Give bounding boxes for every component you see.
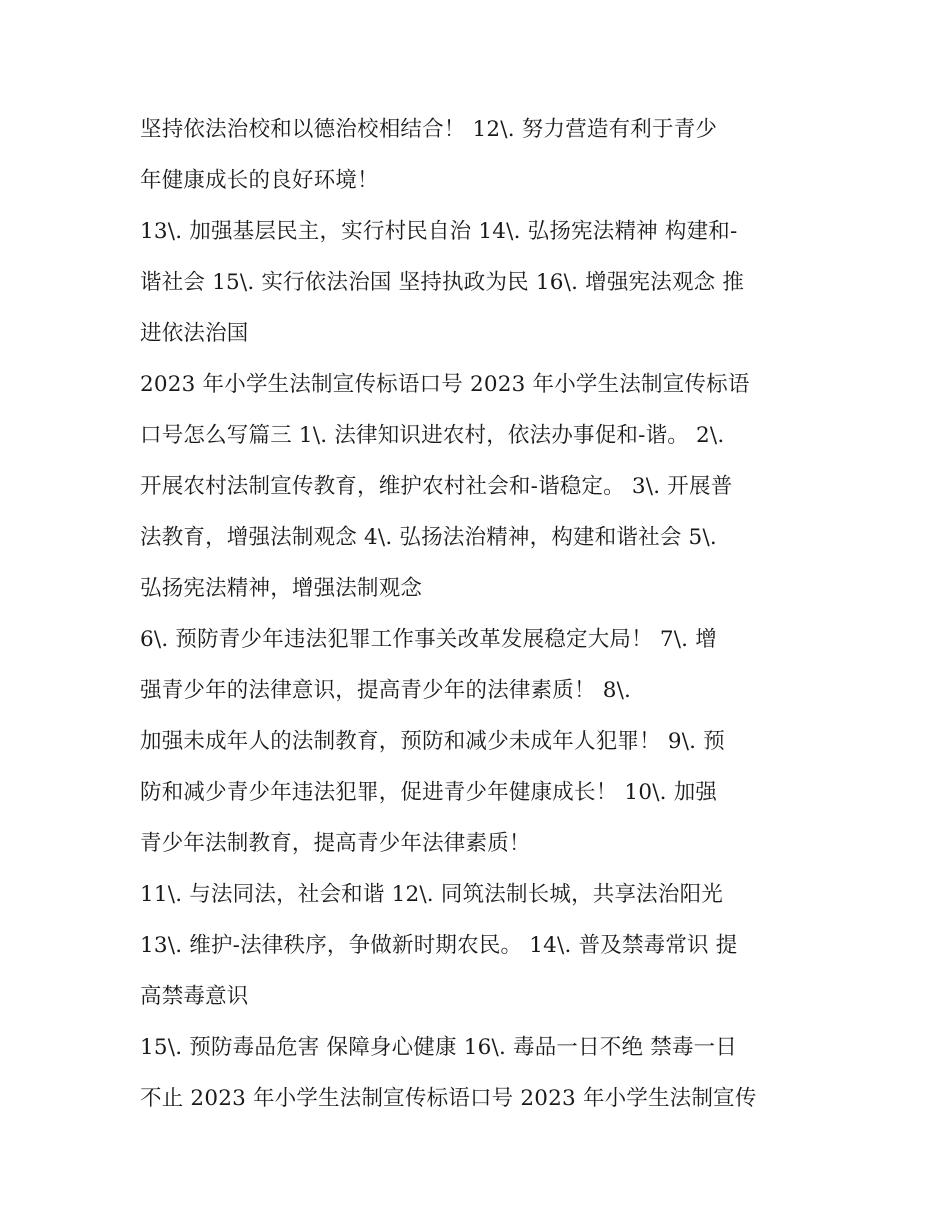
text-line: 开展农村法制宣传教育，维护农村社会和-谐稳定。 3\. 开展普 <box>140 474 733 499</box>
text-line: 年健康成长的良好环境！ <box>140 168 379 193</box>
text-line: 高禁毒意识 <box>140 984 249 1009</box>
text-line: 青少年法制教育，提高青少年法律素质！ <box>140 831 531 856</box>
text-line: 13\. 加强基层民主，实行村民自治 14\. 弘扬宪法精神 构建和- <box>140 219 738 244</box>
text-line: 15\. 预防毒品危害 保障身心健康 16\. 毒品一日不绝 禁毒一日 <box>140 1035 738 1060</box>
text-line: 防和减少青少年违法犯罪，促进青少年健康成长！ 10\. 加强 <box>140 780 718 805</box>
text-line: 法教育，增强法制观念 4\. 弘扬法治精神，构建和谐社会 5\. <box>140 525 717 550</box>
text-line: 口号怎么写篇三 1\. 法律知识进农村，依法办事促和-谐。 2\. <box>140 423 725 448</box>
document-body <box>140 104 820 1124</box>
text-line: 2023 年小学生法制宣传标语口号 2023 年小学生法制宣传标语 <box>140 372 750 397</box>
text-line: 强青少年的法律意识，提高青少年的法律素质！ 8\. <box>140 678 632 703</box>
text-line: 谐社会 15\. 实行依法治国 坚持执政为民 16\. 增强宪法观念 推 <box>140 270 745 295</box>
text-line: 弘扬宪法精神，增强法制观念 <box>140 576 423 601</box>
text-line: 加强未成年人的法制教育，预防和减少未成年人犯罪！ 9\. 预 <box>140 729 725 754</box>
text-line: 不止 2023 年小学生法制宣传标语口号 2023 年小学生法制宣传 <box>140 1086 757 1111</box>
text-line: 11\. 与法同法，社会和谐 12\. 同筑法制长城，共享法治阳光 <box>140 882 723 907</box>
text-line: 6\. 预防青少年违法犯罪工作事关改革发展稳定大局！ 7\. 增 <box>140 627 717 652</box>
text-line: 13\. 维护-法律秩序，争做新时期农民。 14\. 普及禁毒常识 提 <box>140 933 738 958</box>
text-line: 进依法治国 <box>140 321 249 346</box>
text-line: 坚持依法治校和以德治校相结合！ 12\. 努力营造有利于青少 <box>140 117 718 142</box>
